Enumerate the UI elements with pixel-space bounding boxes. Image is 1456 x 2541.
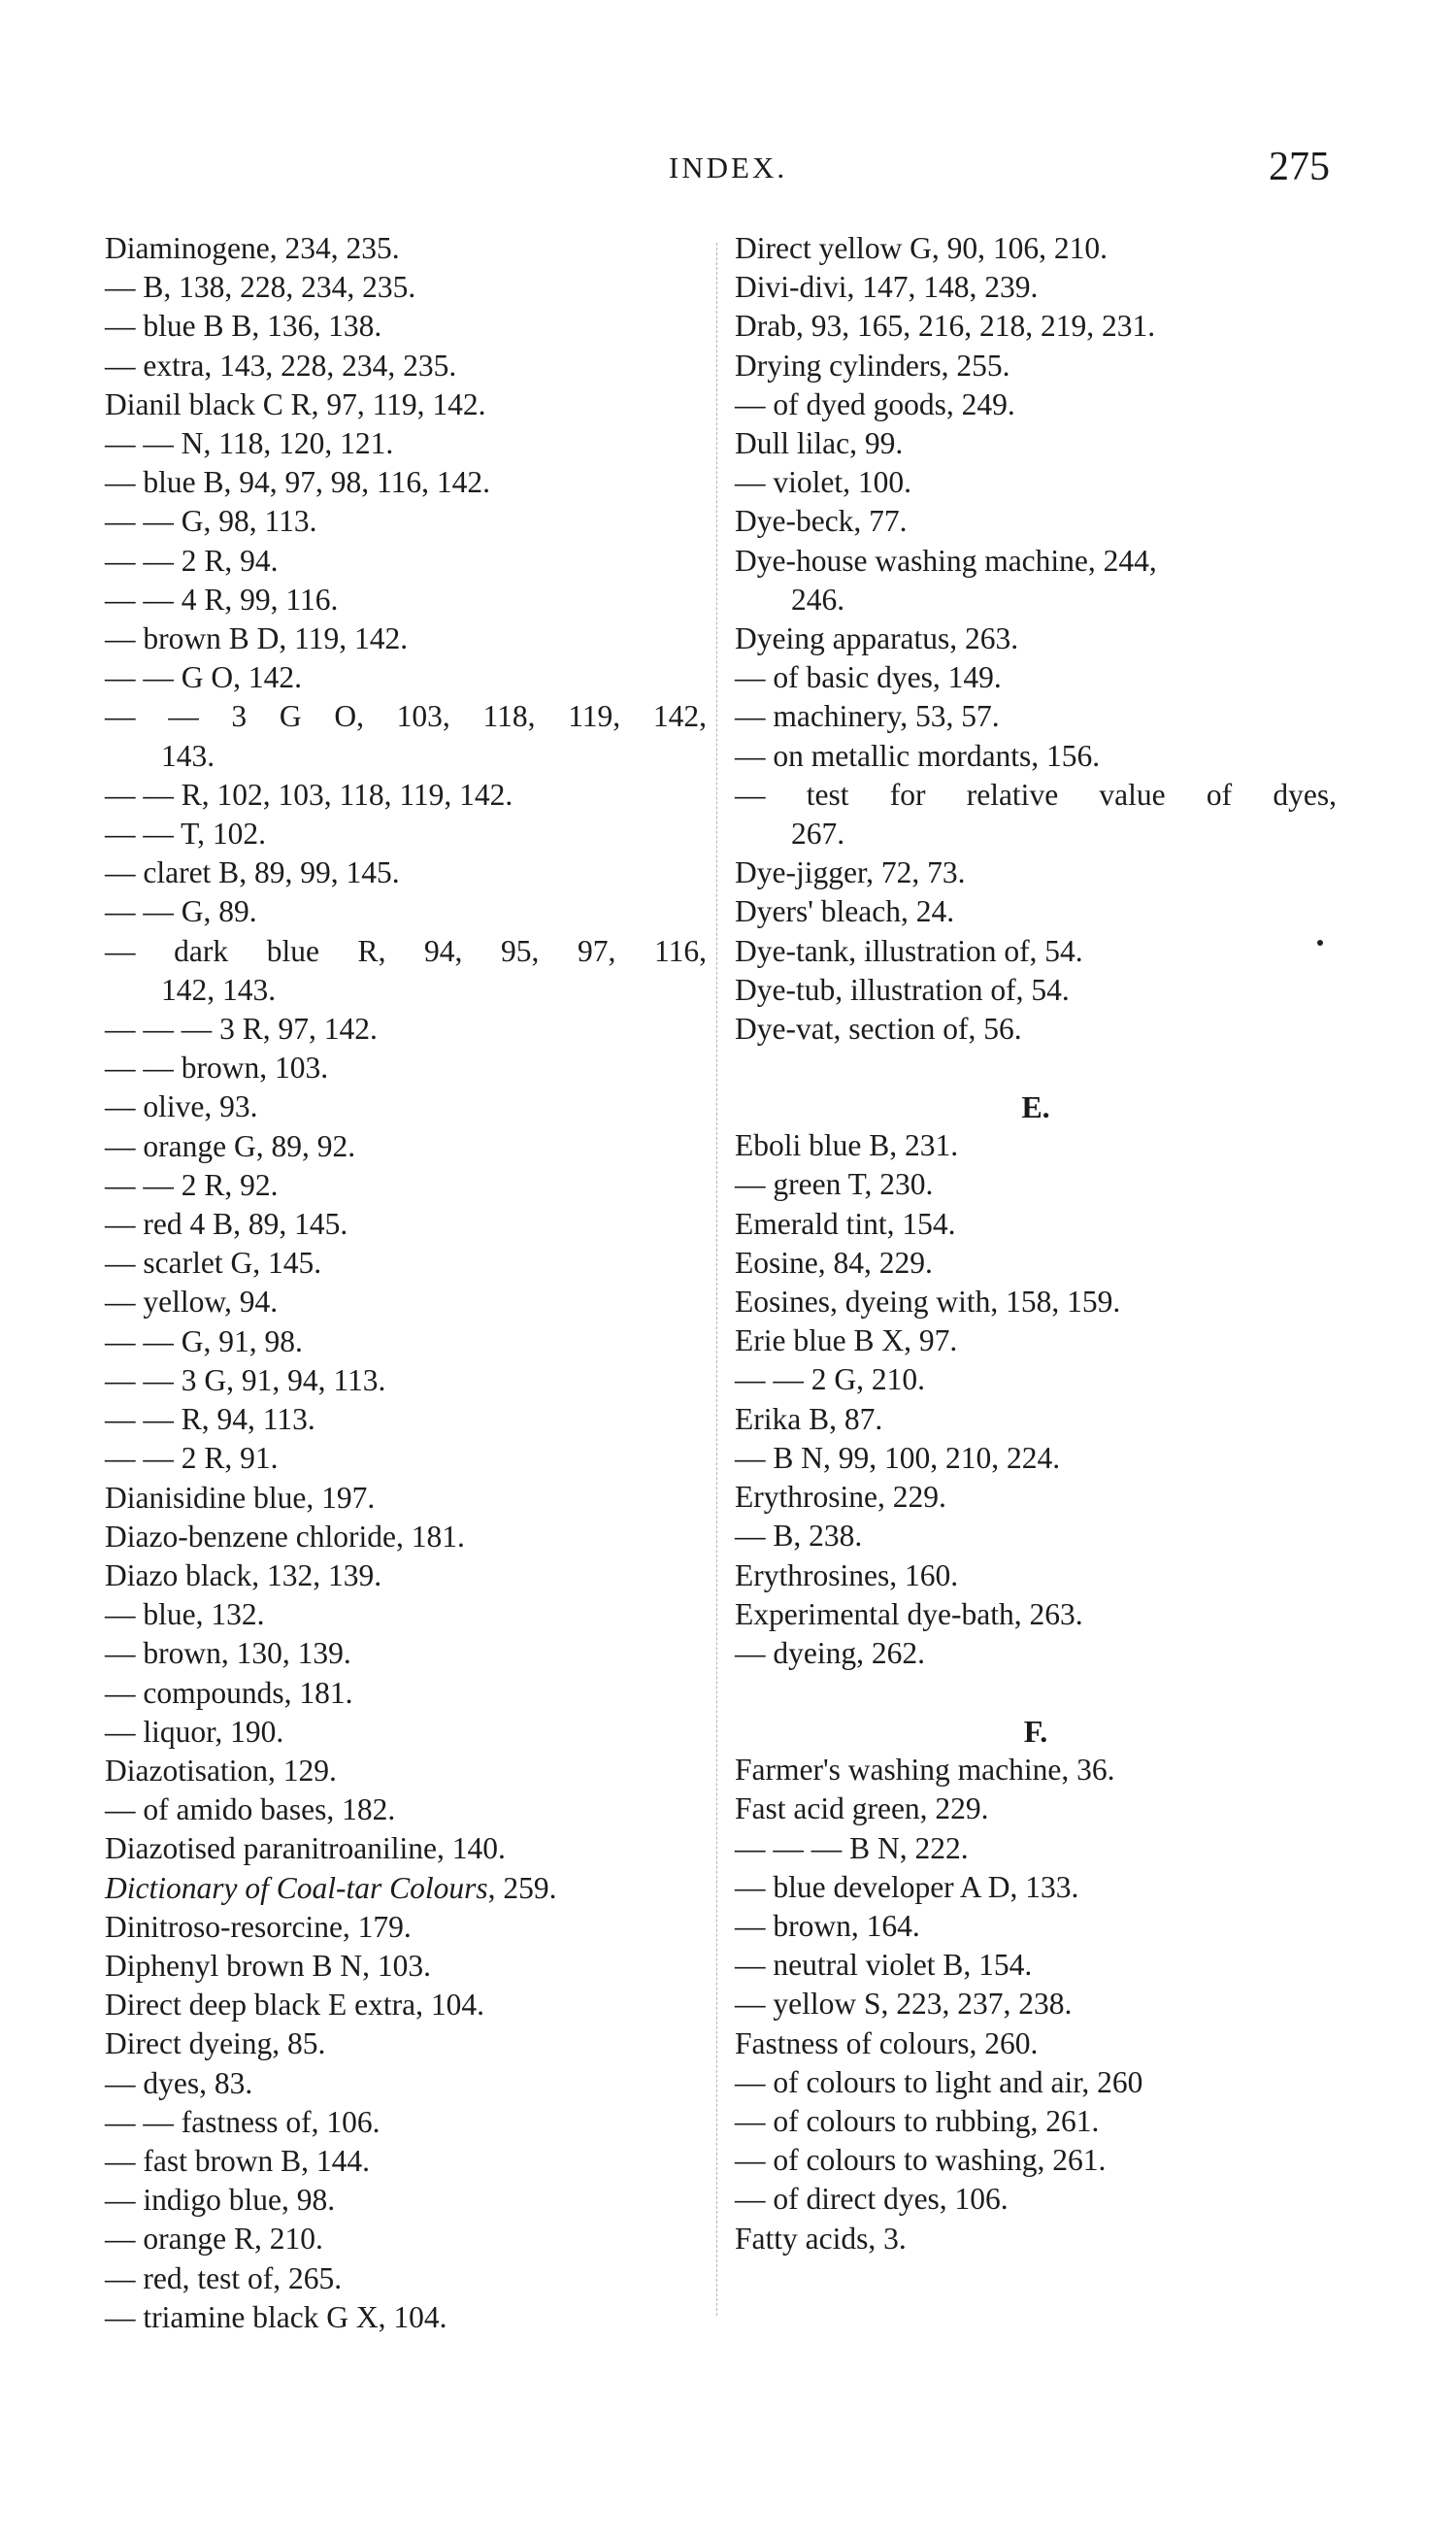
- index-entry: — green T, 230.: [735, 1167, 934, 1202]
- index-entry: Dyeing apparatus, 263.: [735, 621, 1019, 656]
- index-entry: Diphenyl brown B N, 103.: [105, 1948, 431, 1983]
- index-entry: — — — 3 R, 97, 142.: [105, 1012, 378, 1047]
- index-entry: — fast brown B, 144.: [105, 2143, 370, 2178]
- index-entry: — indigo blue, 98.: [105, 2183, 336, 2218]
- index-entry: Fast acid green, 229.: [735, 1791, 989, 1826]
- index-entry: — of direct dyes, 106.: [735, 2182, 1009, 2217]
- index-entry: — — N, 118, 120, 121.: [105, 426, 394, 461]
- index-entry: — — 4 R, 99, 116.: [105, 582, 339, 617]
- index-entry: — brown B D, 119, 142.: [105, 621, 409, 656]
- index-entry: — yellow, 94.: [105, 1285, 279, 1320]
- index-entry: Dye-house washing machine, 244,: [735, 543, 1157, 578]
- index-entry: — — 3 G O, 103, 118, 119, 142,: [105, 699, 707, 734]
- index-entry: — — T, 102.: [105, 817, 266, 852]
- index-left-column: [105, 229, 726, 2337]
- index-entry: Dye-vat, section of, 56.: [735, 1012, 1022, 1047]
- index-entry: — of colours to rubbing, 261.: [735, 2103, 1100, 2138]
- index-entry: — on metallic mordants, 156.: [735, 738, 1101, 773]
- index-entry: Emerald tint, 154.: [735, 1206, 956, 1241]
- index-entry: — — 2 R, 92.: [105, 1167, 279, 1202]
- index-entry: — — R, 102, 103, 118, 119, 142.: [105, 777, 513, 812]
- index-entry: — B N, 99, 100, 210, 224.: [735, 1440, 1061, 1475]
- index-entry: — of colours to light and air, 260: [735, 2064, 1143, 2099]
- index-entry: Eosines, dyeing with, 158, 159.: [735, 1285, 1121, 1320]
- index-entry: — brown, 130, 139.: [105, 1636, 351, 1671]
- index-entry: 143.: [161, 738, 215, 773]
- index-entry: — — G, 89.: [105, 894, 257, 929]
- index-entry: — — G, 98, 113.: [105, 504, 317, 539]
- section-heading-f: F.: [1023, 1714, 1048, 1750]
- index-entry: — claret B, 89, 99, 145.: [105, 855, 400, 890]
- index-entry: Drying cylinders, 255.: [735, 348, 1010, 383]
- index-entry: Diazo black, 132, 139.: [105, 1557, 382, 1592]
- index-entry: — scarlet G, 145.: [105, 1246, 322, 1281]
- index-entry: Fastness of colours, 260.: [735, 2025, 1039, 2060]
- index-entry: — blue, 132.: [105, 1597, 265, 1632]
- index-entry: — dyeing, 262.: [735, 1635, 925, 1670]
- index-entry: — — 2 R, 94.: [105, 543, 279, 578]
- index-entry: Erie blue B X, 97.: [735, 1323, 958, 1358]
- index-entry: — of amido bases, 182.: [105, 1792, 396, 1827]
- index-entry: — violet, 100.: [735, 465, 911, 500]
- index-entry: Dye-tub, illustration of, 54.: [735, 972, 1070, 1007]
- index-entry: Fatty acids, 3.: [735, 2221, 907, 2256]
- index-entry: — yellow S, 223, 237, 238.: [735, 1987, 1073, 2022]
- index-entry: — red 4 B, 89, 145.: [105, 1207, 348, 1242]
- index-entry: Direct dyeing, 85.: [105, 2026, 326, 2061]
- index-entry: — B, 138, 228, 234, 235.: [105, 270, 416, 305]
- index-entry: — — 2 R, 91.: [105, 1441, 279, 1476]
- index-entry: — blue developer A D, 133.: [735, 1869, 1079, 1904]
- index-entry: — — 2 G, 210.: [735, 1362, 925, 1397]
- index-entry: — — G, 91, 98.: [105, 1323, 303, 1358]
- index-entry: — blue B, 94, 97, 98, 116, 142.: [105, 465, 490, 500]
- index-entries-d-continued: [735, 229, 1356, 1049]
- index-entry: — red, test of, 265.: [105, 2260, 343, 2295]
- index-entry: Diazotised paranitroaniline, 140.: [105, 1831, 506, 1866]
- index-entry: — test for relative value of dyes,: [735, 777, 1337, 812]
- page-number: 275: [1269, 145, 1330, 189]
- page-header-title: INDEX.: [668, 150, 788, 184]
- index-entry: Dull lilac, 99.: [735, 426, 904, 461]
- index-entry: Erythrosines, 160.: [735, 1557, 959, 1592]
- index-entry: Dianil black C R, 97, 119, 142.: [105, 386, 486, 421]
- index-entry: 142, 143.: [161, 972, 277, 1007]
- index-entry: Dianisidine blue, 197.: [105, 1480, 376, 1515]
- index-entries-f: [735, 1751, 1356, 2258]
- index-entry: 267.: [791, 817, 845, 852]
- index-entry: Divi-divi, 147, 148, 239.: [735, 270, 1039, 305]
- index-entry: — — — B N, 222.: [735, 1830, 969, 1865]
- index-entry: — blue B B, 136, 138.: [105, 309, 382, 344]
- index-entry: Dye-tank, illustration of, 54.: [735, 933, 1083, 968]
- index-entry: — orange G, 89, 92.: [105, 1128, 356, 1163]
- index-entry: — — fastness of, 106.: [105, 2104, 381, 2139]
- index-entry: — machinery, 53, 57.: [735, 699, 1000, 734]
- index-entry: Dyers' bleach, 24.: [735, 894, 955, 929]
- index-entry: — of colours to washing, 261.: [735, 2143, 1107, 2178]
- index-entry: — extra, 143, 228, 234, 235.: [105, 348, 457, 383]
- index-entry: Erika B, 87.: [735, 1401, 883, 1436]
- index-entry: — neutral violet B, 154.: [735, 1948, 1033, 1983]
- index-entry: — — R, 94, 113.: [105, 1402, 315, 1437]
- index-entry: Experimental dye-bath, 263.: [735, 1596, 1083, 1631]
- index-entry: Direct deep black E extra, 104.: [105, 1988, 484, 2023]
- index-entry: — — 3 G, 91, 94, 113.: [105, 1362, 386, 1397]
- index-entry: — of dyed goods, 249.: [735, 386, 1015, 421]
- index-entry: — — brown, 103.: [105, 1051, 329, 1086]
- index-entry: — dyes, 83.: [105, 2065, 253, 2100]
- index-entry: — B, 238.: [735, 1519, 863, 1554]
- index-entry: — liquor, 190.: [105, 1714, 284, 1749]
- index-entry: Dye-jigger, 72, 73.: [735, 855, 966, 890]
- index-entries-e: [735, 1126, 1356, 1673]
- index-entry: Eosine, 84, 229.: [735, 1245, 933, 1280]
- index-entry: — brown, 164.: [735, 1908, 920, 1943]
- index-entry: Dinitroso-resorcine, 179.: [105, 1909, 412, 1944]
- index-entry: Dictionary of Coal-tar Colours, 259.: [105, 1870, 557, 1905]
- index-entry: Diaminogene, 234, 235.: [105, 231, 400, 265]
- index-entry: — of basic dyes, 149.: [735, 660, 1002, 695]
- index-entry: — dark blue R, 94, 95, 97, 116,: [105, 933, 707, 968]
- index-entry: — compounds, 181.: [105, 1675, 353, 1710]
- index-entry: 246.: [791, 582, 845, 617]
- index-entry: Erythrosine, 229.: [735, 1480, 946, 1515]
- index-entry: Direct yellow G, 90, 106, 210.: [735, 231, 1109, 265]
- index-entry: — orange R, 210.: [105, 2222, 323, 2257]
- index-entry: — olive, 93.: [105, 1089, 258, 1124]
- index-entry: Farmer's washing machine, 36.: [735, 1753, 1115, 1788]
- index-entry: Diazotisation, 129.: [105, 1753, 337, 1788]
- index-entry: Drab, 93, 165, 216, 218, 219, 231.: [735, 309, 1156, 344]
- index-entry: Eboli blue B, 231.: [735, 1128, 959, 1163]
- section-heading-e: E.: [1021, 1089, 1050, 1125]
- index-entry: Dye-beck, 77.: [735, 504, 908, 539]
- index-entry: — triamine black G X, 104.: [105, 2299, 447, 2334]
- index-entry: Diazo-benzene chloride, 181.: [105, 1519, 465, 1554]
- index-right-column: [735, 229, 1356, 2258]
- index-entry: — — G O, 142.: [105, 660, 302, 695]
